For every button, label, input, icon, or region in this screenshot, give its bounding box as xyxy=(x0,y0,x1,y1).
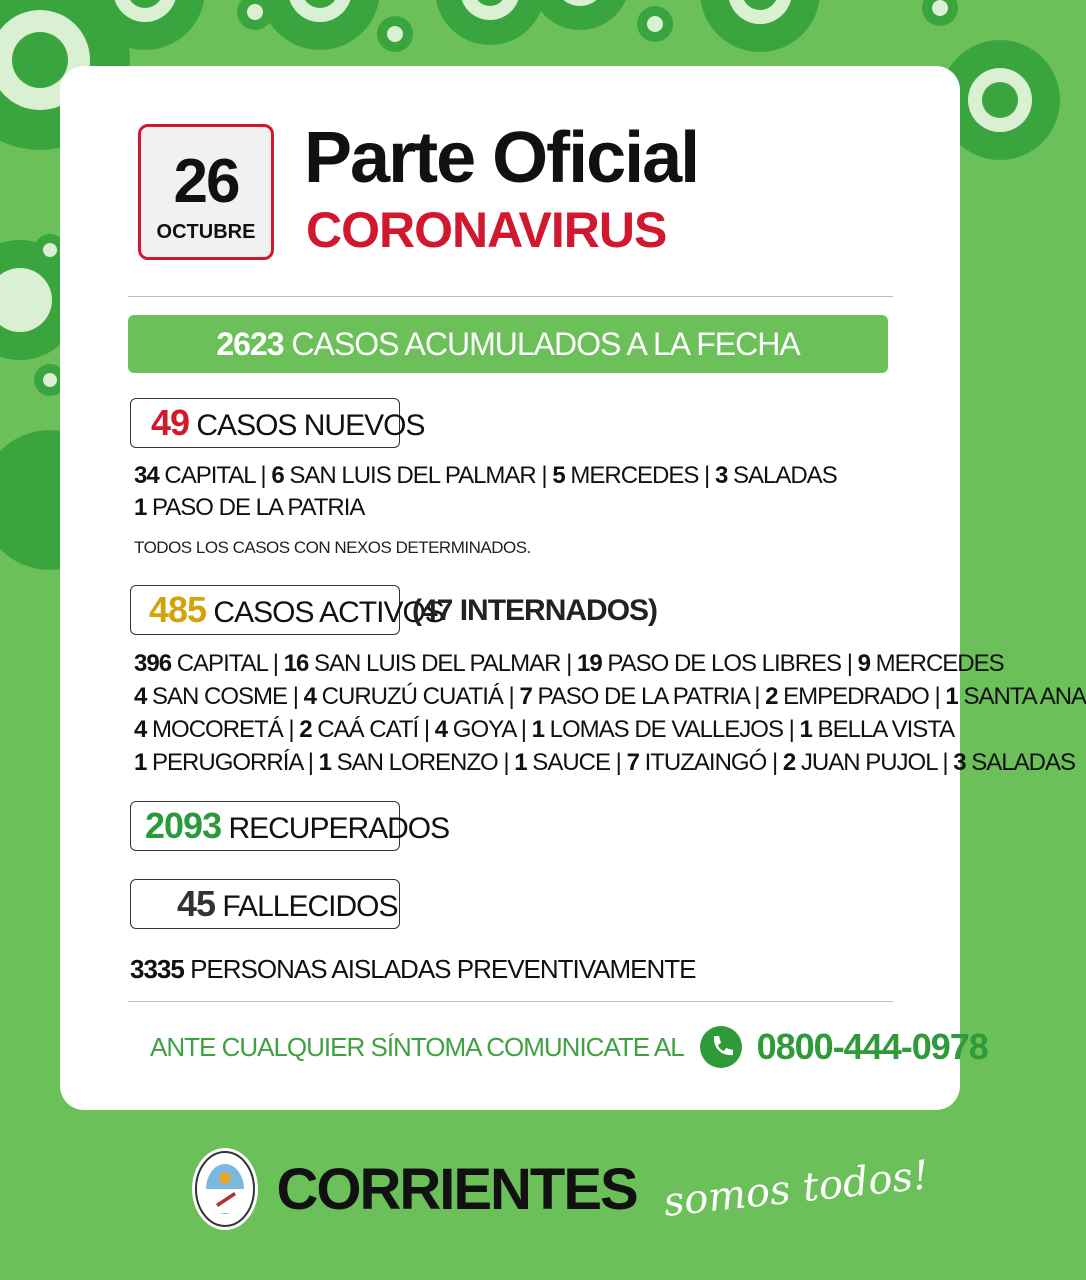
case-count: 4 xyxy=(134,683,147,710)
locality-label: PASO DE LA PATRIA xyxy=(146,494,365,521)
case-count: 2 xyxy=(782,749,796,776)
locality-label: SAN COSME | xyxy=(146,683,304,710)
deaths-box xyxy=(130,879,400,929)
isolated-line xyxy=(130,954,696,985)
accumulated-number: 2623 xyxy=(216,326,284,362)
locality-label: GOYA | xyxy=(447,716,532,743)
case-count: 5 xyxy=(552,462,565,489)
footer-slogan: somos todos! xyxy=(661,1152,932,1226)
case-count: 16 xyxy=(283,650,309,677)
case-count: 396 xyxy=(134,650,172,677)
hospitalized-count: (47 INTERNADOS) xyxy=(412,594,658,627)
locality-label: CAPITAL | xyxy=(158,462,272,489)
isolated-label: PERSONAS AISLADAS PREVENTIVAMENTE xyxy=(190,954,696,984)
case-count: 9 xyxy=(857,650,870,677)
case-count: 1 xyxy=(531,716,544,743)
breakdown-line xyxy=(134,683,1086,711)
breakdown-line xyxy=(134,749,1075,777)
locality-label: EMPEDRADO | xyxy=(777,683,946,710)
footer-title: CORRIENTES xyxy=(276,1156,637,1222)
deaths-label: FALLECIDOS xyxy=(222,890,398,923)
footer xyxy=(190,1146,932,1234)
locality-label: SALADAS xyxy=(727,462,837,489)
locality-label: PASO DE LOS LIBRES | xyxy=(601,650,858,677)
locality-label: SAN LUIS DEL PALMAR | xyxy=(308,650,578,677)
isolated-number: 3335 xyxy=(130,954,184,984)
case-count: 2 xyxy=(765,683,778,710)
new-cases-note: TODOS LOS CASOS CON NEXOS DETERMINADOS. xyxy=(134,538,531,557)
locality-label: SAN LORENZO | xyxy=(331,749,515,776)
new-cases-label: CASOS NUEVOS xyxy=(196,409,425,442)
page-title: Parte Oficial xyxy=(304,118,699,198)
locality-label: CAPITAL | xyxy=(171,650,284,677)
locality-label: ITUZAINGÓ | xyxy=(638,749,783,776)
date-month: OCTUBRE xyxy=(156,221,256,243)
divider xyxy=(128,296,893,297)
phone-icon xyxy=(700,1026,742,1068)
case-count: 4 xyxy=(434,716,448,743)
locality-label: LOMAS DE VALLEJOS | xyxy=(543,716,800,743)
accumulated-banner xyxy=(128,315,888,373)
recovered-label: RECUPERADOS xyxy=(228,812,450,845)
active-cases-box xyxy=(130,585,444,635)
case-count: 19 xyxy=(577,650,602,677)
locality-label: SAN LUIS DEL PALMAR | xyxy=(283,462,553,489)
recovered-number: 2093 xyxy=(145,805,222,846)
recovered-box xyxy=(130,801,450,851)
breakdown-line xyxy=(134,462,837,490)
locality-label: PERUGORRÍA | xyxy=(146,749,319,776)
phone-number[interactable]: 0800-444-0978 xyxy=(756,1026,988,1067)
locality-label: SANTA ANA xyxy=(957,683,1086,710)
case-count: 1 xyxy=(134,749,147,776)
locality-label: MOCORETÁ | xyxy=(146,716,300,743)
locality-label: SAUCE | xyxy=(526,749,627,776)
case-count: 1 xyxy=(318,749,331,776)
case-count: 7 xyxy=(519,683,532,710)
case-count: 1 xyxy=(134,494,147,521)
case-count: 1 xyxy=(514,749,527,776)
date-day: 26 xyxy=(173,147,239,216)
locality-label: SALADAS xyxy=(965,749,1075,776)
locality-label: CAÁ CATÍ | xyxy=(311,716,435,743)
divider xyxy=(128,1001,893,1002)
new-cases-box xyxy=(130,398,425,448)
locality-label: JUAN PUJOL | xyxy=(795,749,954,776)
case-count: 7 xyxy=(626,749,639,776)
date-badge xyxy=(138,124,274,260)
contact-line xyxy=(150,1024,988,1070)
deaths-number: 45 xyxy=(177,883,216,924)
active-cases-label: CASOS ACTIVOS xyxy=(213,596,444,629)
case-count: 3 xyxy=(953,749,966,776)
breakdown-line xyxy=(134,494,364,522)
case-count: 1 xyxy=(799,716,812,743)
locality-label: MERCEDES | xyxy=(564,462,715,489)
locality-label: BELLA VISTA xyxy=(811,716,955,743)
breakdown-line xyxy=(134,716,954,744)
page-subtitle: CORONAVIRUS xyxy=(306,202,667,258)
new-cases-number: 49 xyxy=(151,402,190,443)
locality-label: MERCEDES xyxy=(869,650,1004,677)
accumulated-label: CASOS ACUMULADOS A LA FECHA xyxy=(291,326,800,362)
breakdown-line xyxy=(134,650,1004,678)
case-count: 1 xyxy=(945,683,958,710)
case-count: 3 xyxy=(714,462,728,489)
provincial-crest-logo xyxy=(190,1146,260,1232)
case-count: 34 xyxy=(134,462,159,489)
contact-text: ANTE CUALQUIER SÍNTOMA COMUNICATE AL xyxy=(150,1032,684,1062)
locality-label: CURUZÚ CUATIÁ | xyxy=(315,683,520,710)
case-count: 4 xyxy=(134,716,147,743)
case-count: 2 xyxy=(299,716,312,743)
case-count: 4 xyxy=(303,683,316,710)
case-count: 6 xyxy=(271,462,284,489)
locality-label: PASO DE LA PATRIA | xyxy=(531,683,766,710)
active-cases-number: 485 xyxy=(149,589,207,630)
